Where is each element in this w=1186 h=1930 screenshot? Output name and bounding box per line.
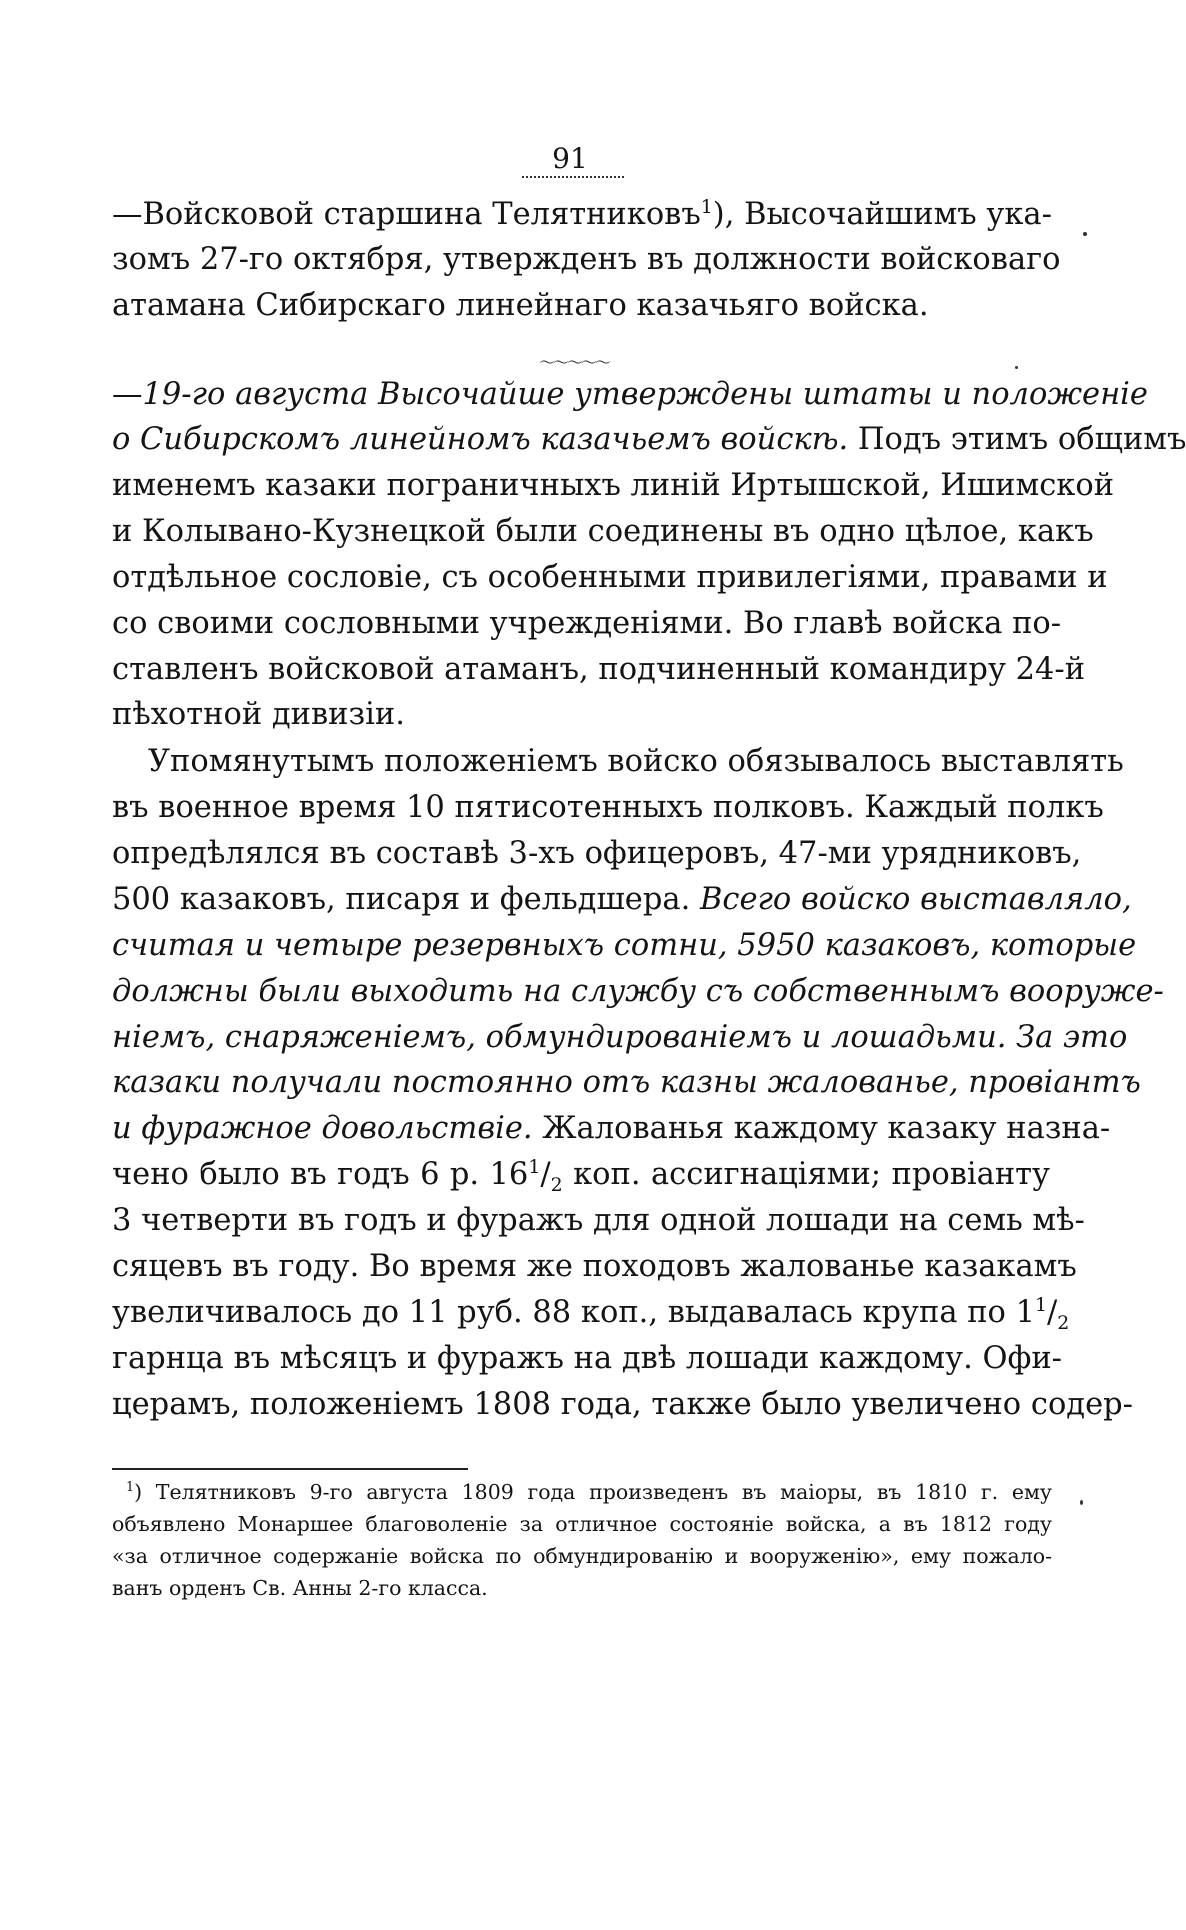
- text-line: опредѣлялся въ составѣ 3-хъ офицеровъ, 47-ми урядниковъ,: [112, 836, 1082, 871]
- section-separator: 〜〜〜〜〜: [538, 353, 609, 372]
- text-line: должны были выходить на службу съ собственнымъ вооруже-: [112, 974, 1164, 1009]
- text-line: въ военное время 10 пятисотенныхъ полковъ. Каждый полкъ: [112, 790, 1104, 825]
- print-speck: [1015, 366, 1018, 369]
- footnote-line: «за отличное содержаніе войска по обмундированію и вооруженію», ему пожало-: [112, 1544, 1052, 1568]
- text-line: со своими сословными учрежденіями. Во главѣ войска по-: [112, 606, 1062, 641]
- footnote-rule: [112, 1468, 468, 1470]
- text-line: отдѣльное сословіе, съ особенными привилегіями, правами и: [112, 560, 1108, 595]
- text-line: 3 четверти въ годъ и фуражъ для одной лошади на семь мѣ-: [112, 1203, 1085, 1238]
- print-speck: [1080, 1500, 1083, 1505]
- text-line: и фуражное довольствіе. Жалованья каждому казаку назна-: [112, 1111, 1111, 1146]
- text-line: Упомянутымъ положеніемъ войско обязывалось выставлять: [148, 744, 1124, 779]
- text-line: именемъ казаки пограничныхъ линій Иртышской, Ишимской: [112, 468, 1115, 503]
- text-line: 500 казаковъ, писаря и фельдшера. Всего войско выставляло,: [112, 882, 1132, 917]
- text-line: и Колывано-Кузнецкой были соединены въ одно цѣлое, какъ: [112, 514, 1094, 549]
- text-line: зомъ 27-го октября, утвержденъ въ должности войсковаго: [112, 242, 1061, 277]
- text-line: увеличивалось до 11 руб. 88 коп., выдавалась крупа по $1^1/_2$: [112, 1293, 1070, 1335]
- text-line: —19-го августа Высочайше утверждены штаты и положеніе: [112, 377, 1148, 412]
- print-speck: [1083, 232, 1087, 236]
- text-line: сяцевъ въ году. Во время же походовъ жалованье казакамъ: [112, 1249, 1077, 1284]
- page-number: 91: [552, 142, 588, 175]
- text-line: о Сибирскомъ линейномъ казачьемъ войскѣ. Подъ этимъ общимъ: [112, 422, 1186, 457]
- text-line: гарнца въ мѣсяцъ и фуражъ на двѣ лошади каждому. Офи-: [112, 1341, 1062, 1376]
- footnote-line: объявлено Монаршее благоволеніе за отличное состояніе войска, а въ 1812 году: [112, 1512, 1052, 1536]
- text-line: чено было въ годъ 6 р. $16^1/_2$ коп. ассигнаціями; провіанту: [112, 1155, 1050, 1197]
- text-line: церамъ, положеніемъ 1808 года, также было увеличено содер-: [112, 1387, 1133, 1422]
- footnote-line: ванъ орденъ Св. Анны 2-го класса.: [112, 1576, 488, 1600]
- footnote-line: $^1$) Телятниковъ 9-го августа 1809 года произведенъ въ маіоры, въ 1810 г. ему: [126, 1479, 1052, 1504]
- text-line: атамана Сибирскаго линейнаго казачьяго войска.: [112, 288, 929, 323]
- page-number-rule: [522, 176, 624, 178]
- text-line: ставленъ войсковой атаманъ, подчиненный командиру 24-й: [112, 652, 1086, 687]
- text-line: —Войсковой старшина Телятниковъ$^1$), Высочайшимъ ука-: [112, 195, 1052, 232]
- text-line: считая и четыре резервныхъ сотни, 5950 казаковъ, которые: [112, 928, 1137, 963]
- text-line: казаки получали постоянно отъ казны жалованье, провіантъ: [112, 1065, 1141, 1100]
- text-line: ніемъ, снаряженіемъ, обмундированіемъ и лошадьми. За это: [112, 1020, 1128, 1055]
- text-line: пѣхотной дивизіи.: [112, 697, 405, 732]
